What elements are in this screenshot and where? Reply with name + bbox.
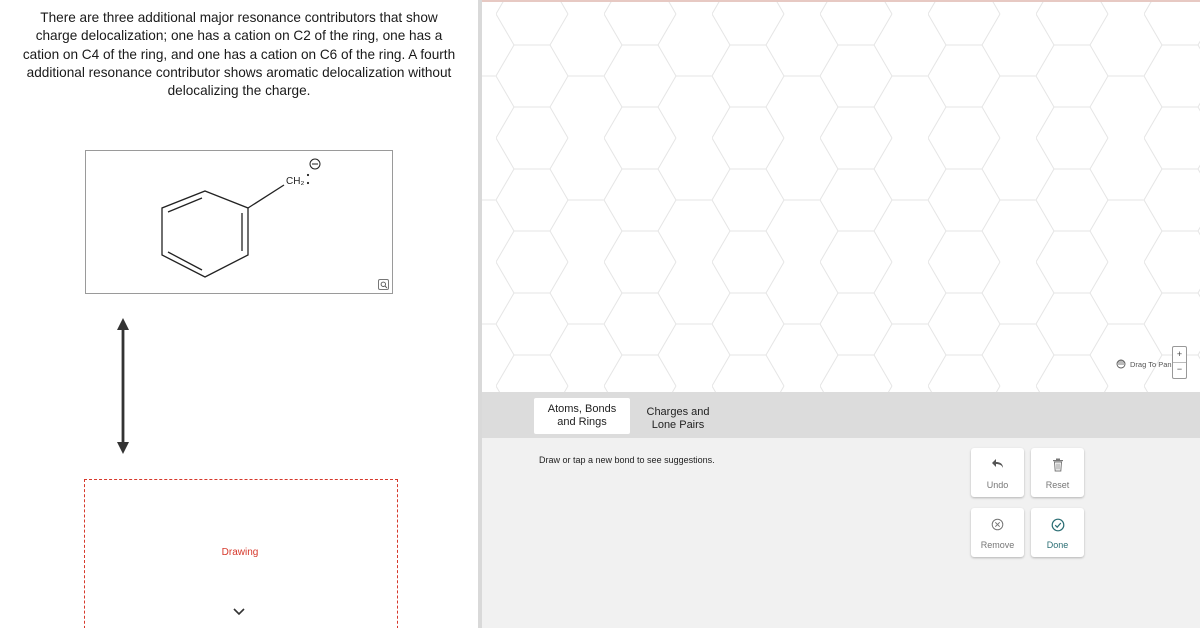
- editor-canvas[interactable]: [482, 0, 1200, 392]
- drag-to-pan[interactable]: [1116, 357, 1172, 371]
- hand-icon: [1116, 359, 1126, 369]
- tab-charges-lone-pairs[interactable]: Charges and Lone Pairs: [646, 406, 710, 431]
- benzyl-anion-structure: [86, 151, 392, 293]
- ch2-label: CH₂: [286, 176, 305, 187]
- zoom-in-button[interactable]: +: [1173, 347, 1186, 363]
- molecule-viewer: [85, 150, 393, 294]
- resonance-arrow-icon: [114, 318, 132, 454]
- reset-button[interactable]: Reset: [1031, 448, 1084, 497]
- drawing-area[interactable]: [84, 479, 398, 628]
- zoom-out-button[interactable]: −: [1176, 364, 1183, 374]
- drag-to-pan-label: Drag To Pan: [1130, 359, 1172, 369]
- undo-button[interactable]: Undo: [971, 448, 1024, 497]
- hex-grid-background: [482, 0, 1200, 392]
- question-text: There are three additional major resonance contributors that show charge delocalization; one has a cation on C2 of the ring, one has a cation on C4 of the ring, and one has a cation on C6 of the ring. A fourth additional resonance contributor shows aromatic delocalization without delocalizing the charge.: [22, 10, 456, 99]
- remove-button[interactable]: Remove: [971, 508, 1024, 557]
- magnify-icon[interactable]: [378, 279, 389, 290]
- question-panel: [0, 0, 478, 628]
- zoom-control: [1172, 346, 1187, 379]
- trash-icon: [1052, 458, 1064, 472]
- tab-atoms-bonds-rings[interactable]: Atoms, Bonds and Rings: [534, 398, 630, 434]
- drawing-label: Drawing: [221, 547, 259, 558]
- structure-editor: [482, 0, 1200, 628]
- editor-toolbar: [482, 392, 1200, 438]
- suggestion-hint: Draw or tap a new bond to see suggestions.: [539, 455, 715, 465]
- undo-icon: [991, 458, 1005, 470]
- chevron-down-icon[interactable]: [232, 607, 246, 617]
- done-button[interactable]: Done: [1031, 508, 1084, 557]
- canvas-top-border: [482, 0, 1200, 2]
- check-circle-icon: [1051, 518, 1065, 532]
- remove-icon: [991, 518, 1004, 531]
- tool-panel: [482, 438, 1200, 628]
